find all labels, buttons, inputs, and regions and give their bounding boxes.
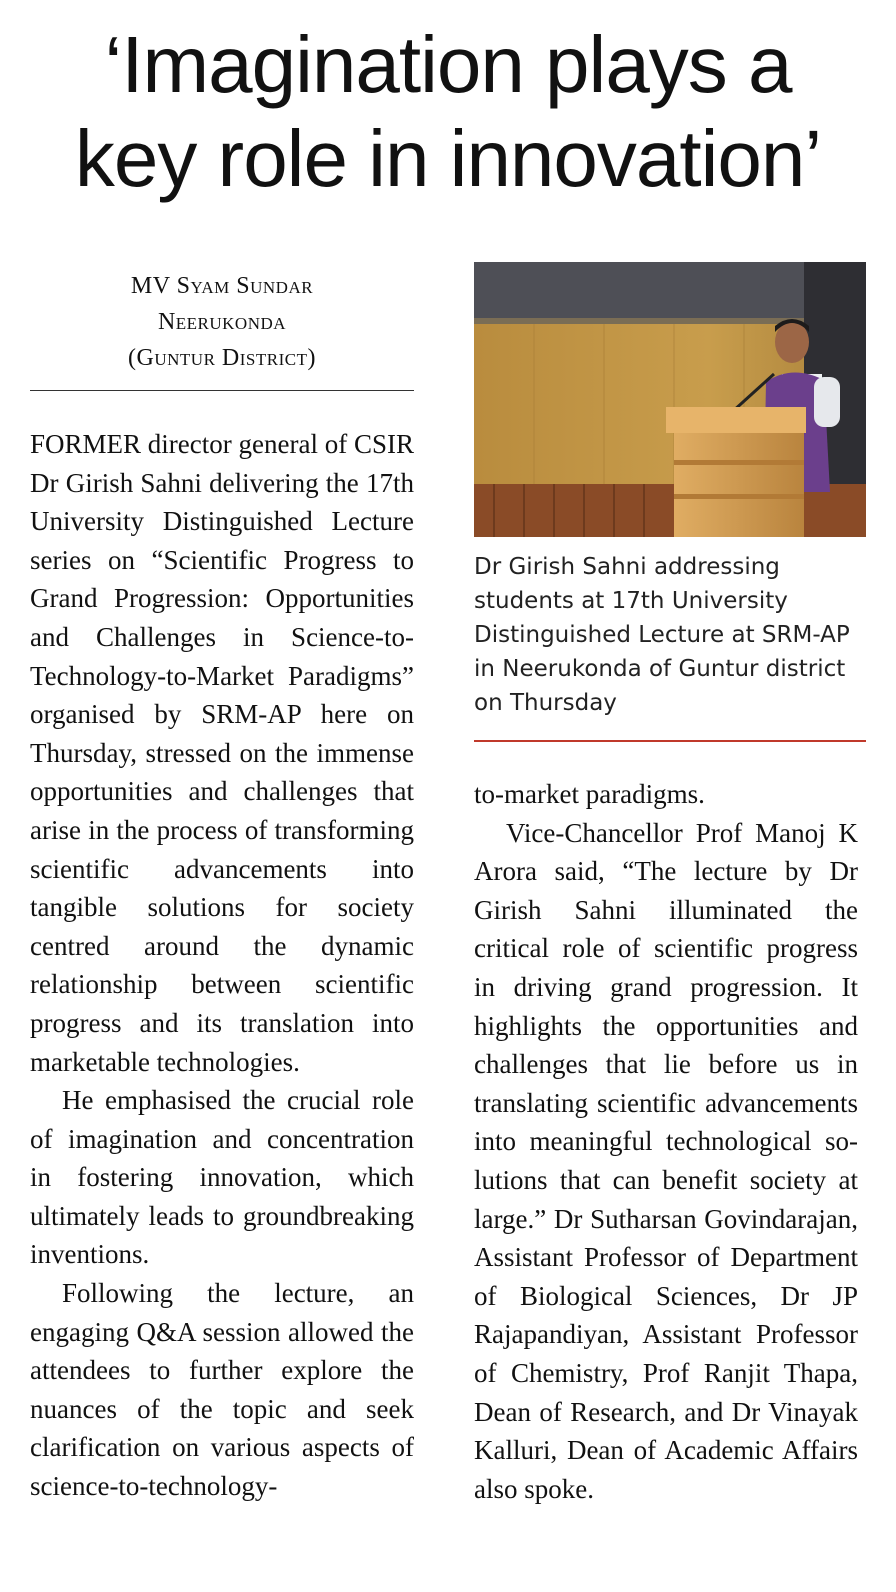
article-paragraph: to-market paradigms. (474, 779, 705, 809)
byline (30, 268, 414, 376)
headline (0, 18, 896, 206)
article-right-column (474, 775, 858, 1508)
headline-line-1: ‘Imagination plays a (104, 20, 792, 109)
headline-line-2: key role in innovation’ (74, 114, 822, 203)
article-paragraph: He emphasised the crucial role of imagination and concentration in fostering innovation, which ultimately leads to groundbreaking inventions. (30, 1085, 414, 1270)
byline-author: MV Syam Sundar (130, 273, 314, 299)
speaker-at-podium-photo (474, 262, 866, 537)
article-paragraph: Vice-Chancellor Prof Manoj K Arora said, “The lecture by Dr Girish Sahni illuminated the critical role of scientific progress in driving grand progression. It highlights the opportunities and challenges that lie before us in translating scientific advancements into meaningful technological solutions that can benefit society at large.” Dr Sutharsan Govindarajan, Assistant Professor of Department of Biological Sciences, Dr JP Rajapandiyan, Assistant Professor of Chemistry, Prof Ranjit Thapa, Dean of Research, and Dr Vinayak Kalluri, Dean of Academic Affairs also spoke. (474, 817, 858, 1504)
speaker-photo (474, 262, 866, 537)
article-left-column (30, 425, 414, 1506)
caption-divider (474, 740, 866, 742)
article-paragraph: Following the lecture, an engaging Q&A session allowed the attendees to further explore the nuances of the topic and seek clarification on various aspects of science-to-technology- (30, 1278, 414, 1502)
byline-district: (Guntur District) (128, 345, 316, 371)
article-paragraph: FORMER director general of CSIR Dr Girish Sahni delivering the 17th University Distinguished Lecture series on “Scientific Progress to Grand Progression: Opportunities and Challenges in Science-to-Technology-to-Market Paradigms” organised by SRM-AP here on Thursday, stressed on the immense opportunities and challenges that arise in the process of transforming scientific advancements into tangible solutions for society centred around the dynamic relationship between scientific progress and its translation into marketable technologies. (30, 429, 414, 1077)
photo-caption: Dr Girish Sahni addressing students at 17th University Distinguished Lecture at SRM-AP in Neerukonda of Guntur district on Thursday (474, 554, 850, 716)
byline-divider (30, 390, 414, 391)
byline-place: Neerukonda (157, 309, 287, 335)
